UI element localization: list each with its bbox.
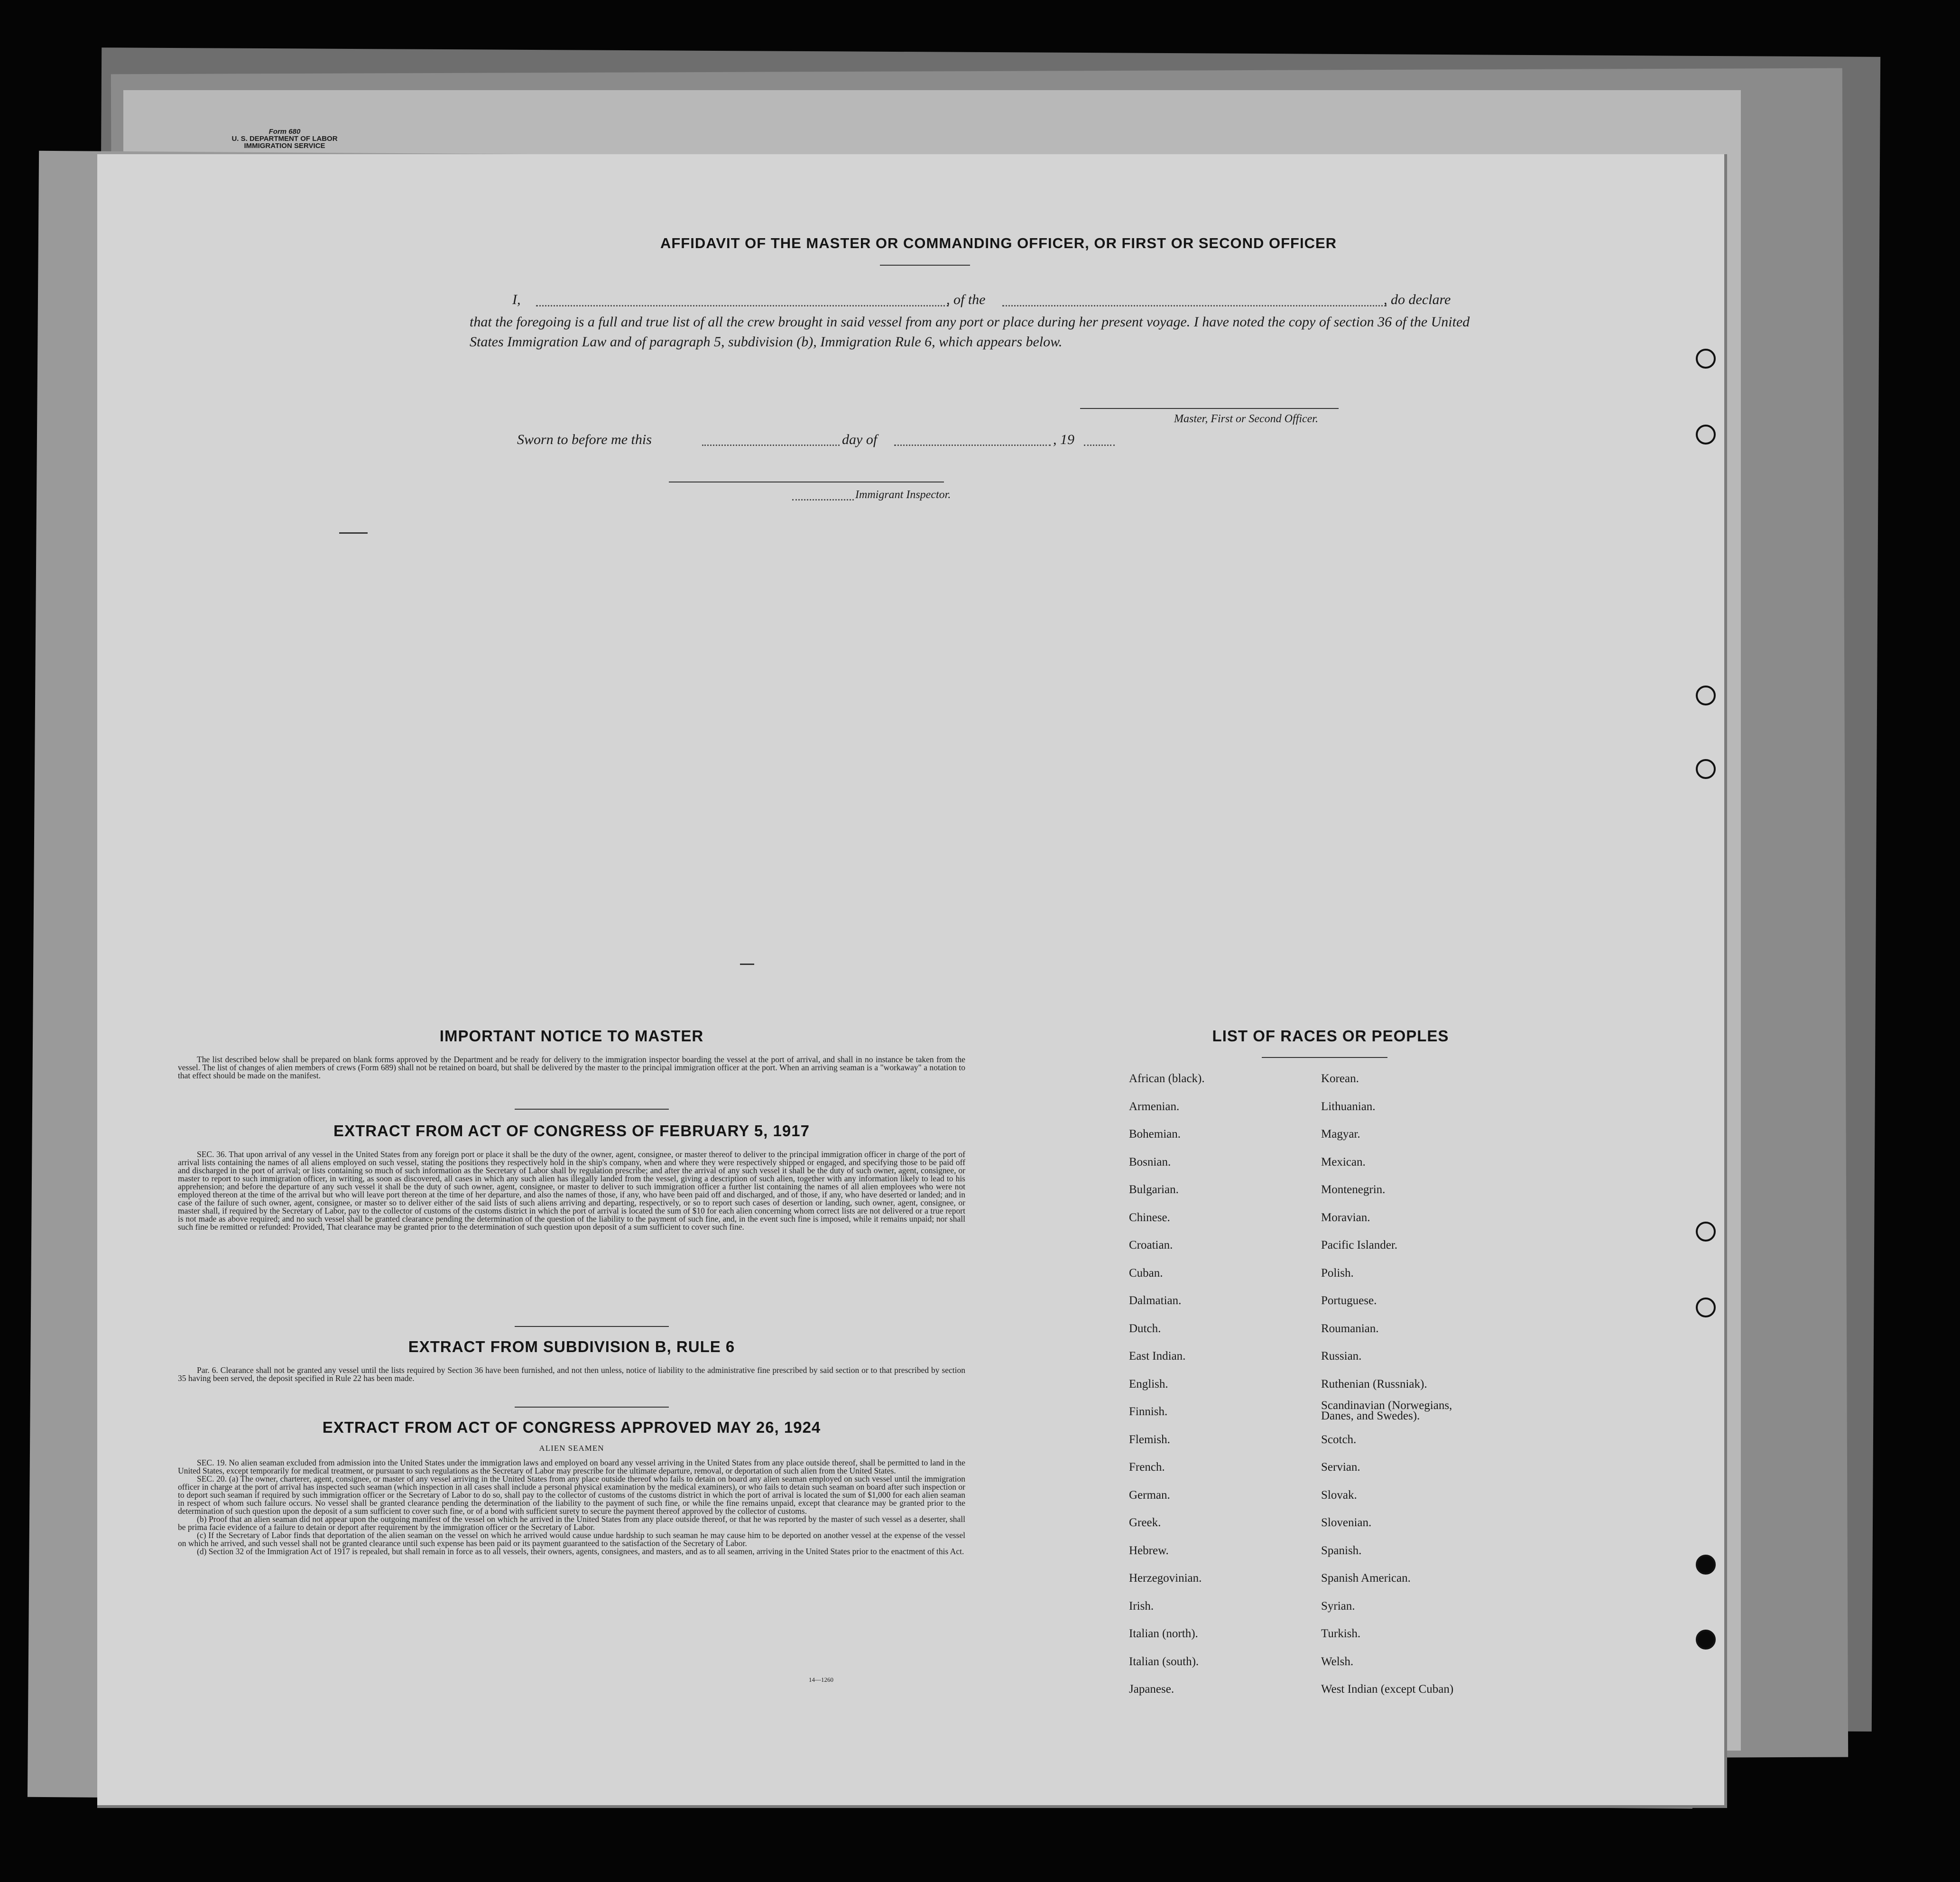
race-item: Spanish American.	[1321, 1572, 1411, 1585]
race-item: Ruthenian (Russniak).	[1321, 1377, 1427, 1391]
race-item: French.	[1129, 1461, 1165, 1474]
section-19-paragraph: SEC. 19. No alien seaman excluded from admission into the United States under the immigration laws and employed on board any vessel arriving in the United States from any place outside thereof, shall be permitted to land in the United States, except temporarily for medical treatment, or pursuant to such regulations as the Secretary of Labor may prescribe for the ultimate departure, removal, or deportation of such alien from the United States.	[178, 1458, 965, 1475]
race-item: Spanish.	[1321, 1544, 1362, 1557]
race-item: Croatian.	[1129, 1239, 1173, 1252]
punch-hole-icon	[1696, 1298, 1716, 1317]
race-item: Greek.	[1129, 1516, 1161, 1529]
section-divider	[515, 1407, 669, 1408]
section-20b-paragraph: (b) Proof that an alien seaman did not appear upon the outgoing manifest of the vessel on which he arrived in the United States from any place outside thereof, or that he was reported by the master of such vessel as a deserter, shall be prima facie evidence of a failure to detain or deport after requirement by the immigration officer or the Secretary of Labor.	[178, 1514, 965, 1532]
race-item: Mexican.	[1321, 1155, 1366, 1168]
section-20d-paragraph: (d) Section 32 of the Immigration Act of 1917 is repealed, but shall remain in force as to all vessels, their owners, agents, consignees, and masters, and as to all seamen, arriving in the United States prior to the enactment of this Act.	[197, 1547, 964, 1556]
declarant-line	[512, 292, 521, 308]
sworn-day-blank[interactable]	[702, 445, 840, 446]
race-item: Flemish.	[1129, 1433, 1170, 1446]
extract-1917-text	[178, 1150, 965, 1231]
races-left-column	[1129, 1072, 1309, 1696]
punch-hole-icon	[1696, 759, 1716, 779]
punch-hole-icon	[1696, 1555, 1716, 1575]
race-item: Scotch.	[1321, 1433, 1357, 1446]
race-item: Roumanian.	[1321, 1322, 1379, 1335]
master-signature-line[interactable]	[1080, 408, 1339, 409]
punch-hole-icon	[1696, 1630, 1716, 1650]
races-title: LIST OF RACES OR PEOPLES	[1212, 1027, 1449, 1045]
sworn-year-label: , 19	[1053, 432, 1074, 447]
race-item: Armenian.	[1129, 1100, 1180, 1113]
race-item: East Indian.	[1129, 1350, 1186, 1363]
declarant-prefix: I,	[512, 292, 521, 307]
race-item: Scandinavian (Norwegians, Danes, and Swedes).	[1321, 1399, 1452, 1422]
race-item: Polish.	[1321, 1266, 1354, 1279]
declare-label: , do declare	[1384, 292, 1451, 307]
race-item: Bosnian.	[1129, 1155, 1171, 1168]
race-item: Dutch.	[1129, 1322, 1161, 1335]
notice-paragraph: The list described below shall be prepared on blank forms approved by the Department and be ready for delivery to the immigration inspector boarding the vessel at the port of arrival, and shall in no instance be taken from the vessel. The list of changes of alien members of crews (Form 689) shall not be retained on board, but shall be delivered by the master to the principal immigration officer at the port. When an arriving seaman is a "workaway" a notation to that effect should be made on the manifest.	[178, 1055, 965, 1080]
sworn-day-label: day of	[842, 432, 878, 447]
notice-title: IMPORTANT NOTICE TO MASTER	[439, 1027, 704, 1045]
race-item: Dalmatian.	[1129, 1294, 1182, 1307]
race-item: Lithuanian.	[1321, 1100, 1376, 1113]
section-36-paragraph: SEC. 36. That upon arrival of any vessel in the United States from any foreign port or place it shall be the duty of the owner, agent, consignee, or master thereof to deliver to the principal immigration officer in charge of the port of arrival lists containing the names of all aliens employed on such vessel, stating the positions they respectively hold in the ship's company, when and where they were respectively shipped or engaged, and specifying those to be paid off and discharged in the port of arrival; or lists containing so much of such information as the Secretary of Labor shall by regulation prescribe; and after the arrival of any such vessel it shall be the duty of such owner, agent, consignee, or master to report to such immigration officer, in writing, as soon as discovered, all cases in which any such alien has illegally landed from the vessel, giving a description of such alien, together with any information likely to lead to his apprehension; and before the departure of any such vessel it shall be the duty of such owner, agent, consignee, or master to deliver to such immigration officer a further list containing the names of all alien employees who were not employed thereon at the time of the arrival but who will leave port thereon at the time of her departure, and also the names of those, if any, who have been paid off and discharged, and of those, if any, who have deserted or landed; and in case of the failure of such owner, agent, consignee, or master so to deliver either of the said lists of such aliens arriving and departing, respectively, or so to report such cases of desertion or landing, such owner, agent, consignee, or master shall, if required by the Secretary of Labor, pay to the collector of customs of the customs district in which the port of arrival is located the sum of $10 for each alien concerning whom correct lists are not delivered or a true report is not made as above required; and no such vessel shall be granted clearance pending the determination of the question of the liability to the payment of such fine, and, in the event such fine is imposed, while it remains unpaid; nor shall such fine be remitted or refunded: Provided, That clearance may be granted prior to the determination of such question upon deposit of a sum sufficient to cover such fine.	[178, 1150, 965, 1232]
race-item: Italian (north).	[1129, 1627, 1198, 1640]
affidavit-title: AFFIDAVIT OF THE MASTER OR COMMANDING OFFICER, OR FIRST OR SECOND OFFICER	[660, 235, 1337, 251]
race-item: Magyar.	[1321, 1128, 1360, 1140]
race-item: Portuguese.	[1321, 1294, 1377, 1307]
sworn-prefix: Sworn to before me this	[517, 432, 652, 447]
stray-mark	[740, 964, 754, 965]
master-caption: Master, First or Second Officer.	[1174, 413, 1318, 425]
rule-6-title: EXTRACT FROM SUBDIVISION B, RULE 6	[408, 1338, 735, 1355]
inspector-blank	[792, 499, 854, 501]
race-item: Cuban.	[1129, 1266, 1163, 1279]
race-item: Slovak.	[1321, 1488, 1357, 1502]
race-item: Montenegrin.	[1321, 1183, 1386, 1196]
race-item: Moravian.	[1321, 1211, 1370, 1224]
race-item: Chinese.	[1129, 1211, 1170, 1224]
inspector-caption: Immigrant Inspector.	[855, 489, 951, 501]
extract-1917-title: EXTRACT FROM ACT OF CONGRESS OF FEBRUARY 5, 1917	[333, 1122, 810, 1140]
sworn-month-blank[interactable]	[894, 445, 1051, 446]
race-item: English.	[1129, 1377, 1168, 1391]
sworn-year-blank[interactable]	[1084, 445, 1115, 446]
section-20a-paragraph: SEC. 20. (a) The owner, charterer, agent, consignee, or master of any vessel arriving in the United States from any place outside thereof who fails to detain on board any alien seaman employed on such vessel until the immigration officer in charge at the port of arrival has inspected such seaman (which inspection in all cases shall include a personal physical examination by the medical examiners), or who fails to detain such seaman on board after such inspection or to deport such seaman if required by such immigration officer or the Secretary of Labor to do so, shall pay to the collector of customs of the customs district in which the port of arrival is located the sum of $1,000 for each alien seaman in respect of whom such failure occurs. No vessel shall be granted clearance pending the determination of the liability to the payment of such fine, or while the fine remains unpaid, except that clearance may be granted prior to the determination of such question upon the deposit of a sum sufficient to cover such fine, or of a bond with sufficient surety to secure the payment thereof approved by the collector of customs.	[178, 1474, 965, 1516]
race-item: Slovenian.	[1321, 1516, 1372, 1529]
section-20c-paragraph: (c) If the Secretary of Labor finds that deportation of the alien seaman on the vessel on which he arrived would cause undue hardship to such seaman he may cause him to be deported on another vessel at the expense of the vessel on which he arrived, and such vessel shall not be granted clearance until such expense has been paid or its payment guaranteed to the satisfaction of the Secretary of Labor.	[178, 1530, 965, 1548]
vessel-of-label: , of the	[946, 292, 986, 307]
affidavit-statement: that the foregoing is a full and true list of all the crew brought in said vessel from any port or place during her present voyage. I have noted the copy of section 36 of the United States Immigration Law and of paragraph 5, subdivision (b), Immigration Rule 6, which appears below.	[470, 314, 1470, 350]
form-code: 14—1260	[809, 1676, 833, 1683]
race-item: Italian (south).	[1129, 1655, 1199, 1668]
title-divider	[880, 265, 970, 266]
race-item: Japanese.	[1129, 1683, 1174, 1696]
punch-hole-icon	[1696, 686, 1716, 705]
race-item: Bulgarian.	[1129, 1183, 1179, 1196]
punch-hole-icon	[1696, 349, 1716, 369]
rule-6-text	[178, 1366, 965, 1382]
stray-mark	[339, 532, 368, 534]
races-right-column	[1321, 1072, 1606, 1696]
race-item: Turkish.	[1321, 1627, 1361, 1640]
form-stamp	[216, 128, 353, 149]
vessel-name-blank[interactable]	[1002, 305, 1387, 306]
race-item: Bohemian.	[1129, 1128, 1181, 1140]
notice-text	[178, 1056, 965, 1080]
punch-hole-icon	[1696, 425, 1716, 445]
section-divider	[515, 1109, 669, 1110]
race-item: African (black).	[1129, 1072, 1205, 1085]
race-item: Irish.	[1129, 1599, 1154, 1613]
punch-hole-icon	[1696, 1222, 1716, 1242]
race-item: West Indian (except Cuban)	[1321, 1683, 1454, 1696]
race-item: Korean.	[1321, 1072, 1359, 1085]
race-item: Herzegovinian.	[1129, 1572, 1202, 1585]
alien-seamen-subtitle: ALIEN SEAMEN	[539, 1444, 604, 1453]
race-item: Syrian.	[1321, 1599, 1355, 1613]
extract-1924-title: EXTRACT FROM ACT OF CONGRESS APPROVED MAY 26, 1924	[322, 1418, 821, 1436]
race-item: Russian.	[1321, 1350, 1362, 1363]
department-name: U. S. DEPARTMENT OF LABOR	[231, 135, 338, 143]
race-item: Servian.	[1321, 1461, 1360, 1474]
document-page	[97, 154, 1727, 1808]
race-item: Finnish.	[1129, 1405, 1168, 1418]
race-item: Hebrew.	[1129, 1544, 1169, 1557]
race-item: Welsh.	[1321, 1655, 1354, 1668]
declarant-name-blank[interactable]	[536, 305, 949, 306]
rule-6-paragraph: Par. 6. Clearance shall not be granted any vessel until the lists required by Section 36 have been furnished, and not then unless, notice of liability to the administrative fine prescribed by said section or to that prescribed by section 35 having been served, the deposit specified in Rule 22 has been made.	[178, 1365, 965, 1383]
extract-1924-text	[178, 1459, 965, 1556]
race-item: Pacific Islander.	[1321, 1239, 1398, 1252]
race-item: German.	[1129, 1488, 1170, 1502]
section-divider	[515, 1326, 669, 1327]
form-number: Form 680	[268, 128, 301, 136]
service-name: IMMIGRATION SERVICE	[244, 142, 325, 150]
races-divider	[1262, 1057, 1387, 1058]
